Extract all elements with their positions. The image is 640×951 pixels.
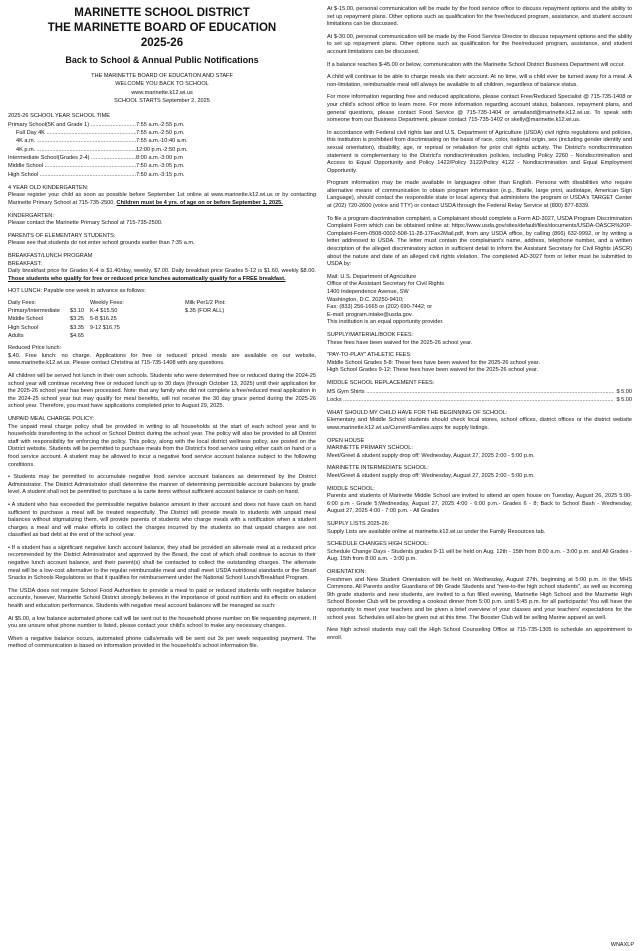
schedule-row: Primary School(5K and Grade 1) ..... 7:55 a.m.-2:55 p.m. bbox=[8, 121, 316, 129]
parents-text: Please see that students do not enter school grounds earlier than 7:35 a.m. bbox=[8, 240, 195, 247]
table-row: Adults $4.65 bbox=[8, 332, 84, 339]
supply-fees-heading: SUPPLY/MATERIAL/BOOK FEES: bbox=[327, 331, 414, 338]
balance-15-paragraph: At $-15.00, personal communication will be made by the food service office to discuss repayment options and the ability to set up repayment plans. Other options such as qualification for the free/reduced program, assistance, and student account limitations can be discussed. bbox=[327, 6, 632, 28]
table-header: Daily Fees: Weekly Fees: Milk Per1/2 Pint: bbox=[8, 299, 226, 306]
hot-lunch-heading: HOT LUNCH: Payable one week in advance as follows: bbox=[8, 288, 146, 295]
complaint-paragraph: To file a program discrimination complaint, a Complainant should complete a Form AD-3027, USDA Program Discrimination Complaint Form which can be obtained online at: https://www.usda.gov/sites/default/files/documents/USDA-OASCR%20P-Complaint-Form-0508-0002-508-11-28-17Fax2Mail.pdf, from any USDA office, by calling (866) 632-9992, or by writing a letter addressed to USDA. The letter must contain the complainant's name, address, telephone number, and a written description of the alleged discriminatory action in sufficient detail to inform the Assistant Secretary for Civil Rights (ASCR) about the nature and date of an alleged civil rights violation. The completed AD-3027 form or letter must be submitted to USDA by: bbox=[327, 215, 632, 268]
open-house-heading: OPEN HOUSE bbox=[327, 437, 365, 444]
schedule-row: 4K a.m. ..... 7:55 a.m.-10:40 a.m. bbox=[8, 137, 316, 145]
language-paragraph: Program information may be made available in languages other than English. Persons with disabilities who require alternative means of communication to obtain program information (e.g., Braille, large print, audiotape, American Sign Language), should contact the responsible state or local agency that administers the program or USDA's TARGET Center at (202) 720-2600 (voice and TTY) or contact USDA through the Federal Relay Service at (800) 877-8339. bbox=[327, 180, 632, 210]
left-column bbox=[8, 6, 316, 656]
schedule-section bbox=[8, 113, 316, 178]
athletic-fees-heading: "PAY-TO-PLAY" ATHLETIC FEES: bbox=[327, 352, 412, 359]
unpaid-5-paragraph: At $5.00, a low balance automated phone call will be sent out to the household phone number on file requesting payment. If you are unsure what phone number is listed, please contact your child's school to make any necessary changes. bbox=[8, 615, 316, 630]
orientation-text: Freshmen and New Student Orientation will be held on Wednesday, August 27th, beginning at 5:00 p.m. in the MHS Commons. All Parents and/or Guardians of 9th Grade Students and "new-to-the high school students", as well as incoming 9th grade students and new students, are invited to a fun filled evening, Marinette High School and the Marinette High School Booster Club will be providing a cookout dinner from 5:00 p.m. until 5:45 p.m. for all participants! You will have the opportunity to meet your teachers and be given a brief overview of your classes and your teachers' expectations for the school year. Schedules will also be given out at this time. The Booster Club will be selling Marine apparel as well. bbox=[327, 576, 632, 621]
primary-school-text: Meet/Greet & student supply drop off: Wednesday, August 27, 2025 2:00 - 5:00 p.m. bbox=[327, 452, 535, 459]
replacement-fees-heading: MIDDLE SCHOOL REPLACEMENT FEES: bbox=[327, 379, 435, 386]
schedule-heading: 2025-26 SCHOOL YEAR SCHOOL TIME bbox=[8, 113, 110, 120]
unpaid-heading: UNPAID MEAL CHARGE POLICY: bbox=[8, 415, 95, 422]
year-title: 2025-26 bbox=[140, 37, 184, 50]
kinder-text: Please contact the Marinette Primary School at 715-735-2500. bbox=[8, 220, 163, 227]
supply-fees-text: These fees have been waived for the 2025-26 school year. bbox=[327, 339, 473, 346]
unpaid-bullet-2: • A student who has exceeded the permissible negative balance amount in their account and does not have cash on hand sufficient to purchase a meal will be treated respectfully. The District will provide meals to students with unpaid meal balances without stigmatizing them, will provide parents of students who charge meals with a notification when a student charges a meal and will make efforts to collect the charges incurred by the students so that unpaid charges are not classified as bad debt at the end of the school year. bbox=[8, 501, 316, 539]
unpaid-bullet-1: • Students may be permitted to accumulate negative food service account balances as determined by the District Administrator. The District Administrator shall determine the manner of determining permissible account balances by grade level. A student shall not be permitted to purchase a la carte items without sufficient account balance or cash on hand. bbox=[8, 474, 316, 496]
usda-address-block: Mail: U.S. Department of Agriculture Office of the Assistant Secretary for Civil Rights 1400 Independence Avenue, SW Washington, D.C. 20250-9410; Fax: (833) 256-1665 or (202) 690-7442; or E-mail: program.intake@usda.gov. This institution is an equal opportunity provider. bbox=[327, 273, 445, 326]
district-title: MARINETTE SCHOOL DISTRICT bbox=[74, 7, 250, 19]
reduced-heading: Reduced Price lunch: bbox=[8, 345, 62, 352]
welcome-line-2: WELCOME YOU BACK TO SCHOOL bbox=[115, 81, 209, 88]
reduced-text: $.40. Free lunch: no charge. Applications for free or reduced priced meals are available on our website, www.marinette.k12.wi.us. Please contact Christina at 715-735-1408 with any questions. bbox=[8, 352, 316, 367]
board-title: THE MARINETTE BOARD OF EDUCATION bbox=[47, 22, 277, 35]
middle-school-text: Parents and students of Marinette Middle School are invited to attend an open house on Tuesday, August 26, 2025 5:00-6:00 p.m - Grade 5;Wednesday, August 27, 2025 4:00 - 6:00 p.m.- Grades 6 - 8; Back to School Bash - Wednesday, August 27, 2025 4:00 - 7:00 p.m. - All Grades bbox=[327, 493, 632, 515]
lunch-price-table bbox=[8, 299, 316, 340]
schedule-row: High School ..... 7:50 a.m.-3:15 p.m. bbox=[8, 171, 316, 179]
balance-45-paragraph: If a balance reaches $-45.00 or below, communication with the Marinette School District Business Department will occur. bbox=[327, 61, 625, 68]
right-column bbox=[327, 6, 632, 647]
breakfast-heading: BREAKFAST: bbox=[8, 260, 42, 267]
schedule-row: 4K p.m. ..... 12:00 p.m.-2:50 p.m. bbox=[8, 146, 316, 154]
schedule-row: Full Day 4K ..... 7:55 a.m.-2:50 p.m. bbox=[8, 129, 316, 137]
schedule-changes-text: Schedule Change Days - Students grades 9-11 will be held on Aug. 12th - 15th from 8:00 a.m. - 3:00 p.m. and All Grades - Aug. 15th from 8:00 a.m. - 3:00 p.m. bbox=[327, 548, 632, 563]
hot-lunch-paragraph: All children will be served hot lunch in their own schools. Students who were determined free or reduced during the 2024-25 school year will continue receiving free or reduced lunch up to 30 days (through October 13, 2025) until their application for the 2025-26 school year has been processed. Note: that any family who did not complete a free/reduced meal application in the 2024-25 school year but may qualify for meal benefits, will not receive the 30 day grace period during the 2025-26 school year. Therefore, you must have applications completed prior to August 29, 2025. bbox=[8, 373, 316, 410]
primary-school-heading: MARINETTE PRIMARY SCHOOL: bbox=[327, 445, 413, 452]
supply-lists-heading: SUPPLY LISTS 2025-26: bbox=[327, 520, 390, 527]
charge-meal-paragraph: A child will continue to be able to charge meals via their account. At no time, will a child ever be turned away for a meal. A non-limitation, reimbursable meal will always be available to all children, regardless of balance status. bbox=[327, 74, 632, 88]
balance-30-paragraph: At $-30.00, personal communication will be made by the Food Service Director to discuss repayment options and the ability to set up repayment plans. Other options such as qualification for the free/reduced program, assistance, and student account limitations can be discussed. bbox=[327, 33, 632, 55]
free-breakfast-note: Those students who qualify for free or reduced price lunches automatically qualify for a FREE breakfast. bbox=[8, 275, 286, 282]
civil-rights-paragraph: In accordance with Federal civil rights law and U.S. Department of Agriculture (USDA) civil rights regulations and policies, this institution is prohibited from discriminating on the basis of race, color, national origin, sex (including gender identity and sexual orientation), disability, age, or reprisal or retaliation for prior civil rights activity. The District's nondiscrimination statement is complementary to the District's nondiscrimination policies, including Policy 2260 - Nondiscrimination and Access to Equal Opportunity and Policy 1422/Policy 3122/Policy 4122 - Nondiscrimination and Equal Employment Opportunity. bbox=[327, 129, 632, 174]
fee-row: MS Gym Shirts ..... $ 5.00 bbox=[327, 388, 632, 397]
contact-info-paragraph: For more information regarding free and reduced applications, please contact Free/Reduced Specialist @ 715-735-1408 or your child's school office to learn more. For more information regarding account status, balances, repayment plans, and general questions, please contact Food Service @ 715-735-1404 or amailand@marinette.k12.wi.us. To speak with someone from our Business Department, please contact 715-735-1402 or skelly@marinette.k12.wi.us. bbox=[327, 94, 632, 124]
orientation-heading: ORIENTATION: bbox=[327, 568, 366, 575]
publication-code: WNAXLP bbox=[610, 942, 634, 948]
supplies-heading: WHAT SHOULD MY CHILD HAVE FOR THE BEGINNING OF SCHOOL: bbox=[327, 409, 508, 416]
table-row: Middle School $3.25 5-8 $16.25 bbox=[8, 316, 117, 323]
supply-lists-text: Supply Lists are available online at marinette.k12.wi.us under the Family Resources tab. bbox=[327, 528, 546, 535]
middle-school-heading: MIDDLE SCHOOL: bbox=[327, 485, 375, 492]
table-row: High School $3.35 9-12 $16.75 bbox=[8, 324, 120, 331]
parents-heading: PARENTS OF ELEMENTARY STUDENTS: bbox=[8, 232, 116, 239]
district-website: www.marinette.k12.wi.us bbox=[131, 89, 193, 96]
schedule-row: Middle School ..... 7:50 a.m.-3:05 p.m. bbox=[8, 162, 316, 170]
welcome-line-1: THE MARINETTE BOARD OF EDUCATION AND STAFF bbox=[91, 72, 233, 79]
intermediate-school-text: Meet/Greet & student supply drop off: Wednesday, August 27, 2025 2:00 - 5:00 p.m. bbox=[327, 473, 535, 479]
breakfast-text: Daily breakfast price for Grades K-4 is $1.40/day, weekly, $7.00. Daily breakfast price Grades 5-12 is $1.60, weekly $8.00. Those students who qualify for free or reduced price lunches automatically qualify for a FREE breakfast. bbox=[8, 268, 316, 282]
unpaid-bullet-3: • If a student has a significant negative lunch account balance, they shall be provided an alternate meal at a reduced price recommended by the District Administrator and approved by the Board, the cost of which shall continue to accrue to their negative lunch account balance, and their parent(s) shall be contacted to collect the outstanding charges. The alternate meal will be a low-cost alternative to the regular reimbursable meal and shall meet USDA nutritional standards or the Smart Snacks in Schools Regulations so that it qualifies for reimbursement under the National School Lunch/Breakfast Program. bbox=[8, 544, 316, 582]
schedule-changes-heading: SCHEDULE CHANGES HIGH SCHOOL: bbox=[327, 541, 429, 548]
table-row: Primary/Intermediate $3.10 K-4 $15.50 $.35 (FOR ALL) bbox=[8, 308, 225, 315]
kinder-heading: KINDERGARTEN: bbox=[8, 212, 54, 219]
supplies-text: Elementary and Middle School students should check local stores, school offices, district offices or the district website www.marinette.k12.wi.us/CurrentFamilies.aspx for supply listings. bbox=[327, 417, 632, 432]
unpaid-usda-paragraph: The USDA does not require School Food Authorities to provide a meal to paid or reduced students with negative balance accounts, however, Marinette School District strongly believes in the importance of good nutrition and its effects on student health and education performance. Students with negative meal account balances will be managed as such: bbox=[8, 587, 316, 610]
kinder4-heading: 4 YEAR OLD KINDERGARTEN: bbox=[8, 184, 89, 191]
kinder4-age-requirement: Children must be 4 yrs. of age on or before September 1, 2025. bbox=[116, 199, 283, 206]
new-students-text: New high school students may call the High School Counseling Office at 715-735-1305 to schedule an appointment to enroll. bbox=[327, 627, 632, 641]
athletic-fees-ms: Middle School Grades 5-8: These fees have been waived for the 2025-26 school year. bbox=[327, 359, 540, 366]
school-start-date: SCHOOL STARTS September 2, 2025 bbox=[114, 97, 210, 104]
meal-program-heading: BREAKFAST/LUNCH PROGRAM bbox=[8, 252, 93, 259]
unpaid-negative-paragraph: When a negative balance occurs, automated phone calls/emails will be sent out 3x per week requesting payment. The method of communication is based on information provided in the household's school information file. bbox=[8, 635, 316, 650]
unpaid-text: The unpaid meal charge policy shall be provided in writing to all households at the start of each school year and to households transferring to the school or School District during the school year. The policy will also be provided to all District staff with responsibility for enforcing the policy. This policy, along with the local district wellness policy, are posted on the District website. Students will be permitted to purchase meals from the District's food service using either cash on hand or a food service account. A student may be allowed to incur a negative food service account balance subject to the following conditions. bbox=[8, 423, 316, 468]
intermediate-school-heading: MARINETTE INTERMEDIATE SCHOOL: bbox=[327, 465, 429, 472]
fee-row: Locks ..... $ 5.00 bbox=[327, 396, 632, 405]
welcome-block bbox=[8, 72, 316, 106]
notice-subtitle: Back to School & Annual Public Notifications bbox=[65, 54, 259, 65]
athletic-fees-hs: High School Grades 9-12: These fees have been waived for the 2025-26 school year. bbox=[327, 367, 539, 374]
kinder4-text: Please register your child as soon as possible before September 1st online at www.marinette.k12.wi.us or by contacting Marinette Primary School at 715-735-2500. Children must be 4 yrs. of age on or before September 1, 2025. bbox=[8, 192, 316, 206]
schedule-row: Intermediate School(Grades 2-4) ..... 8:00 a.m.-3:00 p.m bbox=[8, 154, 316, 162]
